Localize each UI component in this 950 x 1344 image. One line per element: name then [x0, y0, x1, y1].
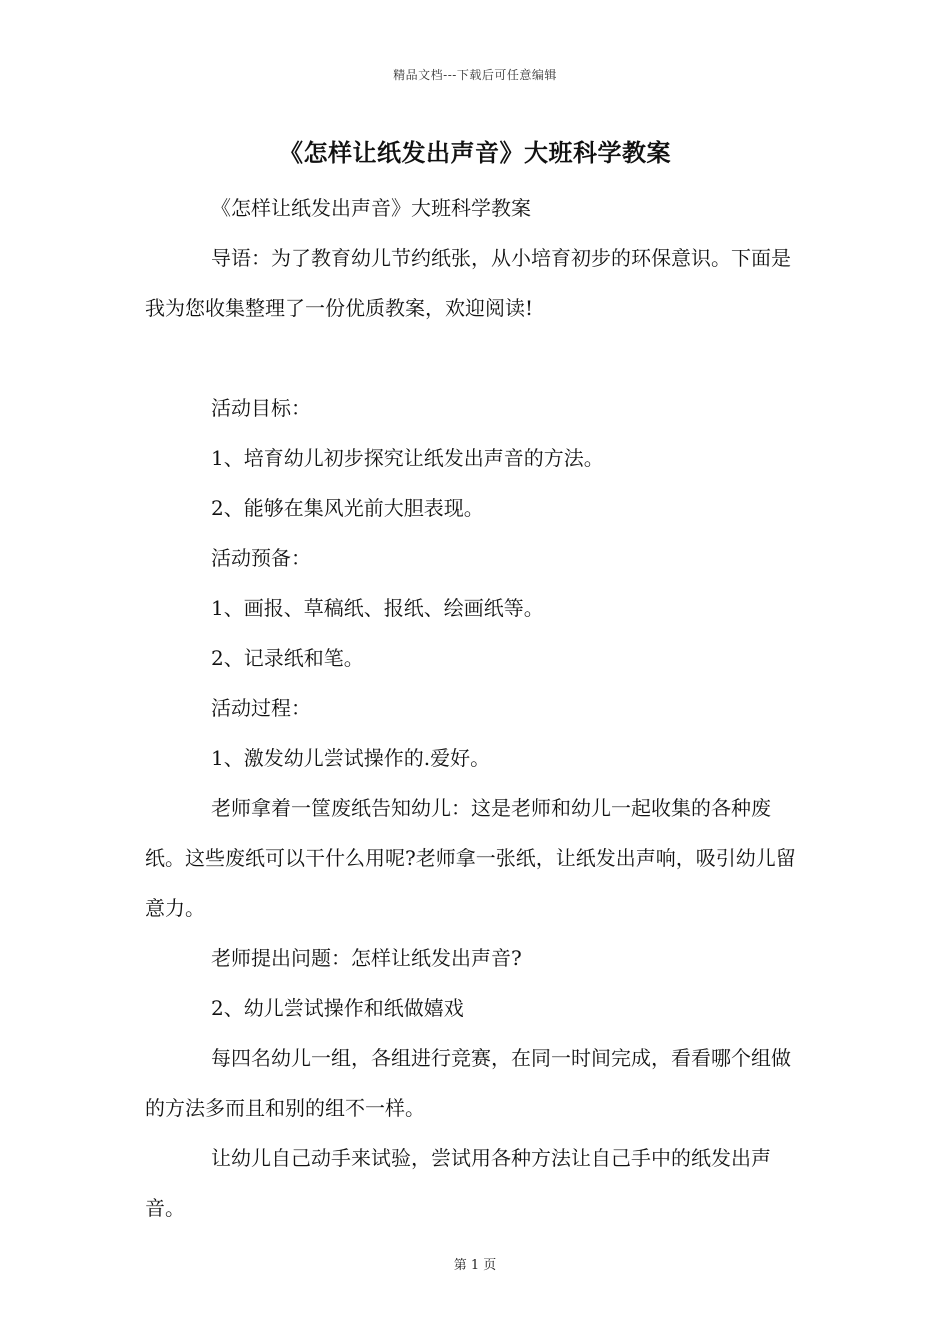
section-heading-preparation: 活动预备：	[211, 546, 311, 570]
page-footer: 第 1 页	[453, 1258, 497, 1273]
intro-paragraph: 导语：为了教育幼儿节约纸张，从小培育初步的环保意识。下面是我为您收集整理了一份优质教案，欢迎阅读!	[145, 246, 791, 320]
document-body	[145, 183, 809, 1233]
process-paragraph: 让幼儿自己动手来试验，尝试用各种方法让自己手中的纸发出声音。	[145, 1146, 771, 1220]
document-title: 《怎样让纸发出声音》大班科学教案	[279, 138, 671, 167]
goal-item: 1、培育幼儿初步探究让纸发出声音的方法。	[211, 446, 604, 470]
process-paragraph: 老师提出问题：怎样让纸发出声音?	[211, 946, 522, 970]
process-paragraph: 老师拿着一筐废纸告知幼儿：这是老师和幼儿一起收集的各种废纸。这些废纸可以干什么用呢?老师拿一张纸，让纸发出声响，吸引幼儿留意力。	[145, 796, 796, 920]
process-step: 2、幼儿尝试操作和纸做嬉戏	[211, 996, 464, 1020]
process-step: 1、激发幼儿尝试操作的.爱好。	[211, 746, 491, 770]
page-header: 精品文档---下载后可任意编辑	[393, 68, 557, 82]
subtitle-paragraph: 《怎样让纸发出声音》大班科学教案	[211, 196, 531, 220]
section-heading-process: 活动过程：	[211, 696, 311, 720]
blank-line	[145, 333, 809, 383]
preparation-item: 2、记录纸和笔。	[211, 646, 364, 670]
process-paragraph: 每四名幼儿一组，各组进行竞赛，在同一时间完成，看看哪个组做的方法多而且和别的组不一样。	[145, 1046, 791, 1120]
preparation-item: 1、画报、草稿纸、报纸、绘画纸等。	[211, 596, 544, 620]
section-heading-goals: 活动目标：	[211, 396, 311, 420]
goal-item: 2、能够在集风光前大胆表现。	[211, 496, 484, 520]
